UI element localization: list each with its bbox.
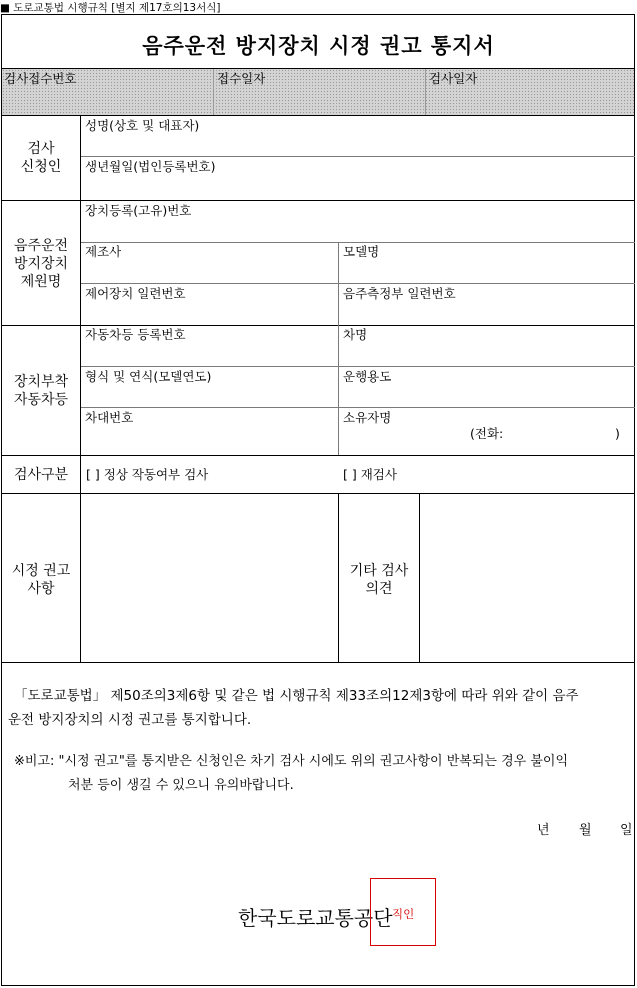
issuer-name: 한국도로교통공단 (238, 906, 393, 930)
vehicle-registration-label: 자동차등 등록번호 (85, 327, 186, 342)
vehicle-phone-close: ) (615, 426, 620, 441)
date-month: 월 (579, 823, 592, 838)
line-device-bottom (1, 325, 635, 326)
receipt-divider-1 (213, 69, 214, 115)
line-device-2 (81, 283, 635, 284)
receipt-number-label: 검사접수번호 (4, 71, 77, 86)
line-receipt-bottom (1, 115, 635, 116)
option-reinspection[interactable]: [ ] 재검사 (343, 467, 397, 482)
vehicle-section-label (2, 373, 80, 409)
notice-line2: 운전 방지장치의 시정 권고를 통지합니다. (8, 712, 252, 728)
vehicle-section-line2: 자동차등 (13, 392, 69, 408)
form-reference: ■ 도로교통법 시행규칙 [별지 제17호의13서식] (0, 2, 221, 14)
inspection-date-label: 검사일자 (429, 71, 478, 86)
device-section-label (2, 237, 80, 291)
device-section-line3: 제원명 (20, 274, 62, 290)
applicant-section-line1: 검사 (27, 141, 55, 157)
note-line2: 처분 등이 생길 수 있으니 유의바랍니다. (68, 778, 294, 793)
line-vehicle-bottom (1, 455, 635, 456)
line-applicant-bottom (1, 200, 635, 201)
line-recommend-bottom (1, 662, 635, 663)
date-year: 년 (537, 823, 550, 838)
other-opinion-line2: 의견 (365, 581, 393, 597)
line-title-bottom (1, 68, 635, 69)
note-line1: ※비고: "시정 권고"를 통지받은 신청인은 차기 검사 시에도 위의 권고사항이 반복되는 경우 불이익 (14, 754, 569, 769)
option-normal-check[interactable]: [ ] 정상 작동여부 검사 (86, 467, 209, 482)
device-control-serial-label: 제어장치 일련번호 (85, 286, 186, 301)
vehicle-section-line1: 장치부착 (13, 374, 69, 390)
other-opinion-content-area[interactable] (420, 494, 635, 662)
seal-label: 직인 (392, 907, 415, 921)
notice-line1: 「도로교통법」 제50조의3제6항 및 같은 법 시행규칙 제33조의12제3항에 따라 위와 같이 음주 (14, 688, 579, 704)
vehicle-column-divider (338, 325, 339, 455)
applicant-section-line2: 신청인 (20, 159, 62, 175)
date-day: 일 (620, 823, 633, 838)
vehicle-chassis-label: 차대번호 (85, 410, 134, 425)
vehicle-name-label: 차명 (343, 327, 368, 342)
applicant-section-label (2, 140, 80, 176)
vehicle-usage-label: 운행용도 (343, 369, 392, 384)
recommendation-section-line1: 시정 권고 (11, 563, 71, 579)
applicant-name-label: 성명(상호 및 대표자) (85, 118, 200, 133)
device-registration-label: 장치등록(고유)번호 (85, 203, 192, 218)
recommendation-section-label (2, 562, 80, 598)
recommendation-section-line2: 사항 (27, 581, 55, 597)
receipt-divider-2 (425, 69, 426, 115)
receipt-date-label: 접수일자 (217, 71, 266, 86)
vehicle-phone-label: (전화: (470, 426, 504, 441)
applicant-birth-label: 생년월일(법인등록번호) (85, 159, 216, 174)
device-column-divider (338, 242, 339, 325)
document-title: 음주운전 방지장치 시정 권고 통지서 (142, 34, 495, 58)
device-model-label: 모델명 (343, 244, 380, 259)
line-device-1 (81, 242, 635, 243)
vehicle-type-label: 형식 및 연식(모델연도) (85, 369, 212, 384)
other-opinion-line1: 기타 검사 (349, 563, 409, 579)
receipt-row-shading (2, 69, 634, 115)
line-applicant-mid (81, 156, 635, 157)
device-sensor-serial-label: 음주측정부 일련번호 (343, 286, 456, 301)
device-section-line2: 방지장치 (13, 256, 69, 272)
recommendation-content-area[interactable] (81, 494, 338, 662)
device-section-line1: 음주운전 (13, 238, 69, 254)
device-manufacturer-label: 제조사 (85, 244, 122, 259)
other-opinion-label (339, 562, 419, 598)
inspection-type-label: 검사구분 (13, 467, 69, 483)
vehicle-owner-label: 소유자명 (343, 410, 392, 425)
line-vehicle-2 (81, 407, 635, 408)
line-vehicle-1 (81, 366, 635, 367)
